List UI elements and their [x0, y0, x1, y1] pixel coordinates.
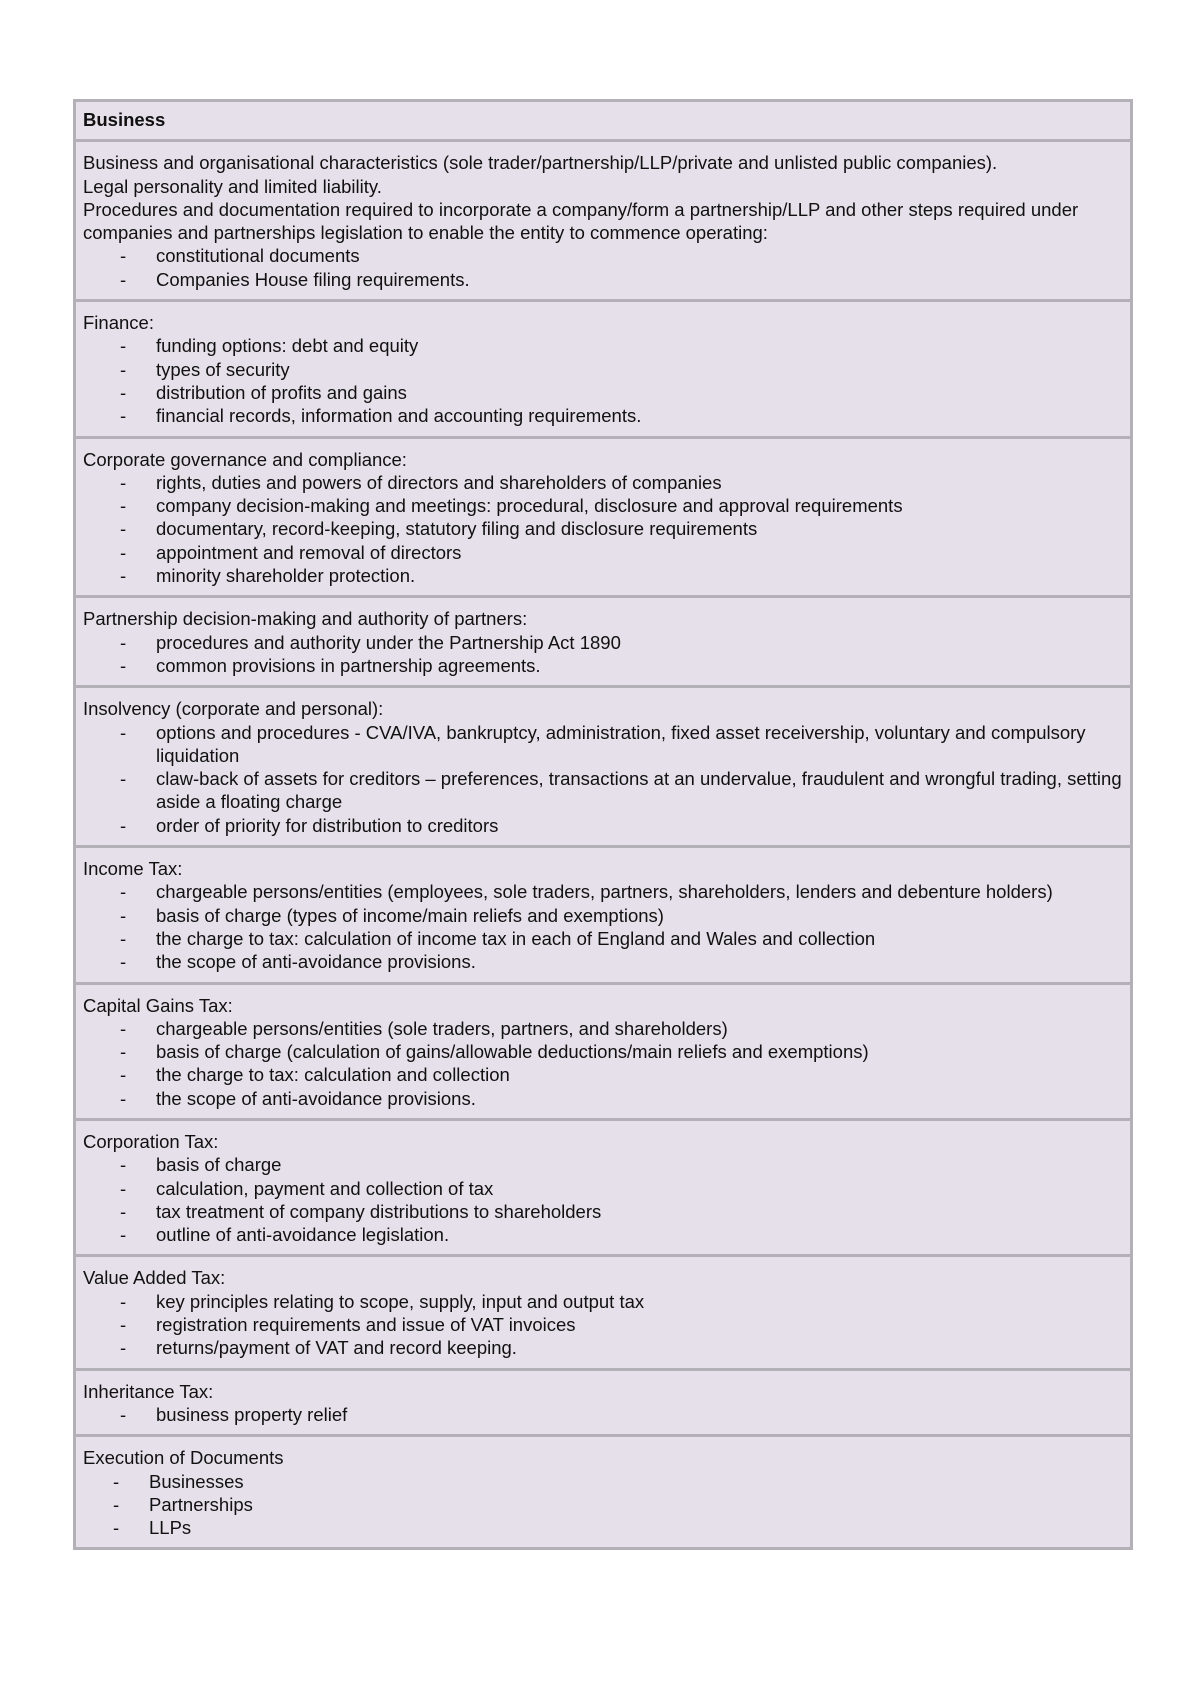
section-row [76, 845, 1130, 981]
dash-bullet-icon: - [120, 654, 127, 676]
list-item [83, 904, 1124, 927]
list-item [83, 1200, 1124, 1223]
list-item-text: LLPs [149, 1517, 192, 1539]
list-item [76, 1493, 1124, 1516]
list-item-text: Companies House filing requirements. [156, 268, 470, 290]
list-item [83, 564, 1124, 587]
list-item-text: the charge to tax: calculation and collection [156, 1064, 510, 1086]
list-item-text: outline of anti-avoidance legislation. [156, 1224, 450, 1246]
section-text: Inheritance Tax: [83, 1380, 214, 1402]
section-text: Procedures and documentation required to incorporate a company/form a partnership/LLP and other steps required under companies and partnerships legislation to enable the entity to commence operating: [83, 198, 1079, 244]
list-item-text: calculation, payment and collection of tax [156, 1177, 494, 1199]
section-row [76, 982, 1130, 1118]
bullet-list [76, 1470, 1124, 1540]
list-item [83, 1063, 1124, 1086]
bullet-list [83, 1017, 1124, 1110]
section-row [76, 436, 1130, 596]
list-item-text: basis of charge (calculation of gains/allowable deductions/main reliefs and exemptions) [156, 1041, 869, 1063]
list-item-text: financial records, information and accounting requirements. [156, 405, 642, 427]
dash-bullet-icon: - [120, 768, 127, 790]
bullet-list [83, 1290, 1124, 1360]
section-text: Insolvency (corporate and personal): [83, 698, 384, 720]
list-item-text: basis of charge (types of income/main reliefs and exemptions) [156, 904, 664, 926]
list-item [83, 334, 1124, 357]
dash-bullet-icon: - [120, 1290, 127, 1312]
list-item [83, 1223, 1124, 1246]
section-text: Corporate governance and compliance: [83, 448, 407, 470]
dash-bullet-icon: - [120, 927, 127, 949]
dash-bullet-icon: - [120, 1314, 127, 1336]
list-item [83, 494, 1124, 517]
dash-bullet-icon: - [120, 1200, 127, 1222]
list-item-text: tax treatment of company distributions to shareholders [156, 1200, 602, 1222]
dash-bullet-icon: - [120, 565, 127, 587]
list-item [83, 1313, 1124, 1336]
list-item-text: order of priority for distribution to creditors [156, 814, 499, 836]
list-item-text: procedures and authority under the Partnership Act 1890 [156, 631, 621, 653]
list-item-text: options and procedures - CVA/IVA, bankruptcy, administration, fixed asset receivership, voluntary and compulsory liquidation [156, 721, 1086, 766]
section-row [76, 139, 1130, 299]
list-item [83, 471, 1124, 494]
dash-bullet-icon: - [120, 631, 127, 653]
section-row [76, 685, 1130, 845]
header-title: Business [83, 109, 166, 130]
section-row [76, 595, 1130, 685]
list-item-text: Businesses [149, 1470, 244, 1492]
bullet-list [83, 880, 1124, 973]
bullet-list [83, 334, 1124, 427]
dash-bullet-icon: - [120, 518, 127, 540]
list-item [83, 1040, 1124, 1063]
list-item [83, 721, 1124, 768]
list-item-text: the scope of anti-avoidance provisions. [156, 951, 476, 973]
list-item-text: funding options: debt and equity [156, 335, 419, 357]
list-item [83, 381, 1124, 404]
list-item-text: Partnerships [149, 1493, 253, 1515]
list-item-text: types of security [156, 358, 290, 380]
list-item [83, 1087, 1124, 1110]
list-item [83, 1177, 1124, 1200]
list-item [83, 927, 1124, 950]
dash-bullet-icon: - [120, 881, 127, 903]
section-row [76, 1368, 1130, 1435]
section-row [76, 1118, 1130, 1254]
dash-bullet-icon: - [113, 1493, 120, 1515]
list-item [83, 950, 1124, 973]
section-text: Finance: [83, 312, 154, 334]
section-row [76, 1434, 1130, 1547]
dash-bullet-icon: - [120, 904, 127, 926]
list-item-text: common provisions in partnership agreements. [156, 654, 541, 676]
list-item [83, 1336, 1124, 1359]
list-item [83, 880, 1124, 903]
dash-bullet-icon: - [120, 1064, 127, 1086]
list-item-text: chargeable persons/entities (employees, sole traders, partners, shareholders, lenders and debenture holders) [156, 881, 1053, 903]
table-header [76, 102, 1130, 139]
dash-bullet-icon: - [120, 1017, 127, 1039]
dash-bullet-icon: - [120, 721, 127, 743]
bullet-list [83, 721, 1124, 837]
dash-bullet-icon: - [120, 1087, 127, 1109]
syllabus-table [73, 99, 1133, 1550]
section-text: Corporation Tax: [83, 1130, 219, 1152]
sections-container [76, 139, 1130, 1547]
bullet-list [83, 1153, 1124, 1246]
dash-bullet-icon: - [120, 541, 127, 563]
list-item-text: basis of charge [156, 1154, 282, 1176]
dash-bullet-icon: - [120, 814, 127, 836]
list-item [76, 1470, 1124, 1493]
bullet-list [83, 1403, 1124, 1426]
dash-bullet-icon: - [120, 1041, 127, 1063]
list-item-text: claw-back of assets for creditors – preferences, transactions at an undervalue, fraudulent and wrongful trading, setting aside a floating charge [156, 768, 1122, 813]
list-item [83, 244, 1124, 267]
dash-bullet-icon: - [120, 268, 127, 290]
dash-bullet-icon: - [120, 1224, 127, 1246]
list-item [83, 268, 1124, 291]
dash-bullet-icon: - [120, 358, 127, 380]
bullet-list [83, 244, 1124, 291]
list-item [83, 517, 1124, 540]
section-text: Value Added Tax: [83, 1267, 226, 1289]
list-item-text: distribution of profits and gains [156, 381, 407, 403]
dash-bullet-icon: - [120, 1337, 127, 1359]
list-item-text: rights, duties and powers of directors and shareholders of companies [156, 471, 722, 493]
dash-bullet-icon: - [120, 245, 127, 267]
list-item-text: chargeable persons/entities (sole traders, partners, and shareholders) [156, 1017, 728, 1039]
dash-bullet-icon: - [120, 1154, 127, 1176]
list-item-text: documentary, record-keeping, statutory filing and disclosure requirements [156, 518, 758, 540]
dash-bullet-icon: - [113, 1470, 120, 1492]
dash-bullet-icon: - [120, 1403, 127, 1425]
list-item-text: registration requirements and issue of VAT invoices [156, 1314, 576, 1336]
list-item [83, 541, 1124, 564]
list-item-text: the charge to tax: calculation of income tax in each of England and Wales and collection [156, 927, 876, 949]
section-text: Capital Gains Tax: [83, 994, 233, 1016]
list-item [83, 404, 1124, 427]
section-text: Legal personality and limited liability. [83, 175, 382, 197]
dash-bullet-icon: - [120, 335, 127, 357]
section-text: Partnership decision-making and authority of partners: [83, 608, 528, 630]
section-row [76, 1254, 1130, 1367]
list-item-text: key principles relating to scope, supply, input and output tax [156, 1290, 645, 1312]
section-text: Business and organisational characteristics (sole trader/partnership/LLP/private and unlisted public companies). [83, 152, 998, 174]
list-item [83, 631, 1124, 654]
dash-bullet-icon: - [120, 381, 127, 403]
list-item [83, 1290, 1124, 1313]
list-item [76, 1516, 1124, 1539]
dash-bullet-icon: - [120, 495, 127, 517]
dash-bullet-icon: - [120, 471, 127, 493]
list-item-text: returns/payment of VAT and record keeping. [156, 1337, 517, 1359]
list-item-text: the scope of anti-avoidance provisions. [156, 1087, 476, 1109]
section-text: Execution of Documents [83, 1447, 284, 1469]
bullet-list [83, 471, 1124, 587]
list-item-text: business property relief [156, 1403, 348, 1425]
section-row [76, 299, 1130, 435]
list-item [83, 814, 1124, 837]
section-text: Income Tax: [83, 858, 183, 880]
list-item [83, 1403, 1124, 1426]
list-item-text: constitutional documents [156, 245, 360, 267]
dash-bullet-icon: - [120, 1177, 127, 1199]
bullet-list [83, 631, 1124, 678]
list-item [83, 767, 1124, 814]
list-item [83, 1017, 1124, 1040]
list-item [83, 654, 1124, 677]
dash-bullet-icon: - [120, 405, 127, 427]
list-item-text: company decision-making and meetings: procedural, disclosure and approval requirements [156, 495, 903, 517]
list-item-text: appointment and removal of directors [156, 541, 462, 563]
list-item-text: minority shareholder protection. [156, 565, 416, 587]
dash-bullet-icon: - [120, 951, 127, 973]
dash-bullet-icon: - [113, 1517, 120, 1539]
list-item [83, 358, 1124, 381]
list-item [83, 1153, 1124, 1176]
